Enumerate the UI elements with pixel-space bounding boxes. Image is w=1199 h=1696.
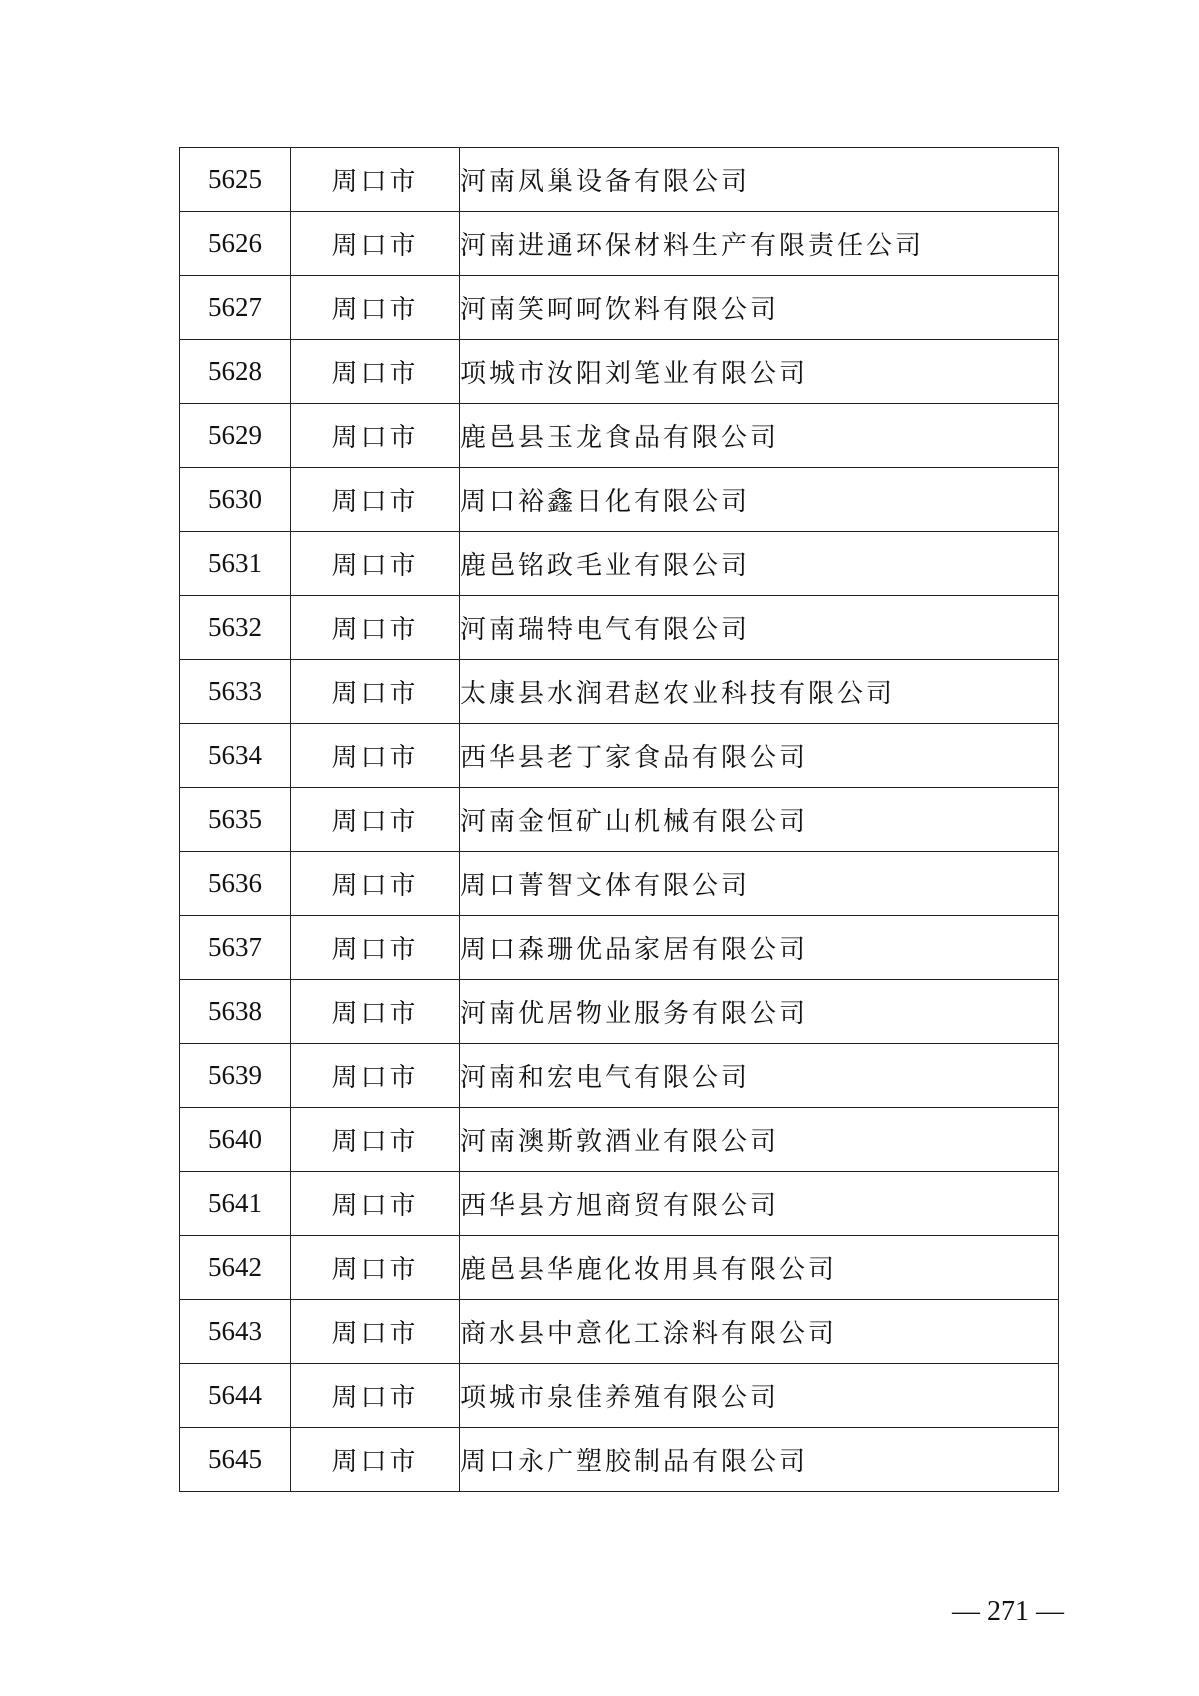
- city-cell: 周口市: [291, 724, 460, 788]
- company-name-cell: 项城市汝阳刘笔业有限公司: [460, 340, 1059, 404]
- city-cell: 周口市: [291, 1172, 460, 1236]
- table-row: [180, 660, 1059, 724]
- row-number-cell: 5644: [180, 1364, 291, 1428]
- company-name-cell: 鹿邑铭政毛业有限公司: [460, 532, 1059, 596]
- city-cell: 周口市: [291, 340, 460, 404]
- company-name-cell: 鹿邑县华鹿化妆用具有限公司: [460, 1236, 1059, 1300]
- table-row: [180, 212, 1059, 276]
- company-name-cell: 太康县水润君赵农业科技有限公司: [460, 660, 1059, 724]
- city-cell: 周口市: [291, 532, 460, 596]
- row-number-cell: 5630: [180, 468, 291, 532]
- city-cell: 周口市: [291, 1300, 460, 1364]
- table-row: [180, 1300, 1059, 1364]
- company-name-cell: 河南和宏电气有限公司: [460, 1044, 1059, 1108]
- table-row: [180, 852, 1059, 916]
- row-number-cell: 5636: [180, 852, 291, 916]
- table-row: [180, 148, 1059, 212]
- row-number-cell: 5635: [180, 788, 291, 852]
- company-name-cell: 周口森珊优品家居有限公司: [460, 916, 1059, 980]
- table-row: [180, 404, 1059, 468]
- row-number-cell: 5632: [180, 596, 291, 660]
- city-cell: 周口市: [291, 852, 460, 916]
- company-name-cell: 西华县方旭商贸有限公司: [460, 1172, 1059, 1236]
- row-number-cell: 5634: [180, 724, 291, 788]
- table-row: [180, 788, 1059, 852]
- city-cell: 周口市: [291, 1236, 460, 1300]
- row-number-cell: 5637: [180, 916, 291, 980]
- company-name-cell: 周口菁智文体有限公司: [460, 852, 1059, 916]
- city-cell: 周口市: [291, 468, 460, 532]
- row-number-cell: 5639: [180, 1044, 291, 1108]
- company-list-table: [179, 147, 1059, 1492]
- company-name-cell: 河南凤巢设备有限公司: [460, 148, 1059, 212]
- table-row: [180, 724, 1059, 788]
- table-row: [180, 916, 1059, 980]
- city-cell: 周口市: [291, 660, 460, 724]
- city-cell: 周口市: [291, 1044, 460, 1108]
- company-name-cell: 河南优居物业服务有限公司: [460, 980, 1059, 1044]
- row-number-cell: 5625: [180, 148, 291, 212]
- company-name-cell: 商水县中意化工涂料有限公司: [460, 1300, 1059, 1364]
- company-name-cell: 西华县老丁家食品有限公司: [460, 724, 1059, 788]
- company-name-cell: 河南瑞特电气有限公司: [460, 596, 1059, 660]
- city-cell: 周口市: [291, 788, 460, 852]
- company-name-cell: 鹿邑县玉龙食品有限公司: [460, 404, 1059, 468]
- table-body: [180, 148, 1059, 1492]
- company-name-cell: 河南澳斯敦酒业有限公司: [460, 1108, 1059, 1172]
- table-row: [180, 468, 1059, 532]
- table-row: [180, 276, 1059, 340]
- company-name-cell: 项城市泉佳养殖有限公司: [460, 1364, 1059, 1428]
- table-row: [180, 1428, 1059, 1492]
- table-row: [180, 1108, 1059, 1172]
- row-number-cell: 5633: [180, 660, 291, 724]
- row-number-cell: 5638: [180, 980, 291, 1044]
- row-number-cell: 5627: [180, 276, 291, 340]
- table-row: [180, 596, 1059, 660]
- city-cell: 周口市: [291, 1364, 460, 1428]
- table-row: [180, 980, 1059, 1044]
- company-name-cell: 周口裕鑫日化有限公司: [460, 468, 1059, 532]
- city-cell: 周口市: [291, 916, 460, 980]
- row-number-cell: 5628: [180, 340, 291, 404]
- city-cell: 周口市: [291, 1428, 460, 1492]
- row-number-cell: 5631: [180, 532, 291, 596]
- city-cell: 周口市: [291, 1108, 460, 1172]
- table-row: [180, 1172, 1059, 1236]
- row-number-cell: 5641: [180, 1172, 291, 1236]
- company-name-cell: 河南进通环保材料生产有限责任公司: [460, 212, 1059, 276]
- city-cell: 周口市: [291, 212, 460, 276]
- page-number: — 271 —: [952, 1596, 1064, 1627]
- city-cell: 周口市: [291, 276, 460, 340]
- company-name-cell: 河南笑呵呵饮料有限公司: [460, 276, 1059, 340]
- table-row: [180, 1364, 1059, 1428]
- city-cell: 周口市: [291, 596, 460, 660]
- table-row: [180, 1044, 1059, 1108]
- row-number-cell: 5643: [180, 1300, 291, 1364]
- row-number-cell: 5626: [180, 212, 291, 276]
- city-cell: 周口市: [291, 980, 460, 1044]
- row-number-cell: 5645: [180, 1428, 291, 1492]
- row-number-cell: 5640: [180, 1108, 291, 1172]
- row-number-cell: 5629: [180, 404, 291, 468]
- row-number-cell: 5642: [180, 1236, 291, 1300]
- table-row: [180, 532, 1059, 596]
- company-name-cell: 河南金恒矿山机械有限公司: [460, 788, 1059, 852]
- table-row: [180, 340, 1059, 404]
- company-name-cell: 周口永广塑胶制品有限公司: [460, 1428, 1059, 1492]
- table-row: [180, 1236, 1059, 1300]
- city-cell: 周口市: [291, 404, 460, 468]
- city-cell: 周口市: [291, 148, 460, 212]
